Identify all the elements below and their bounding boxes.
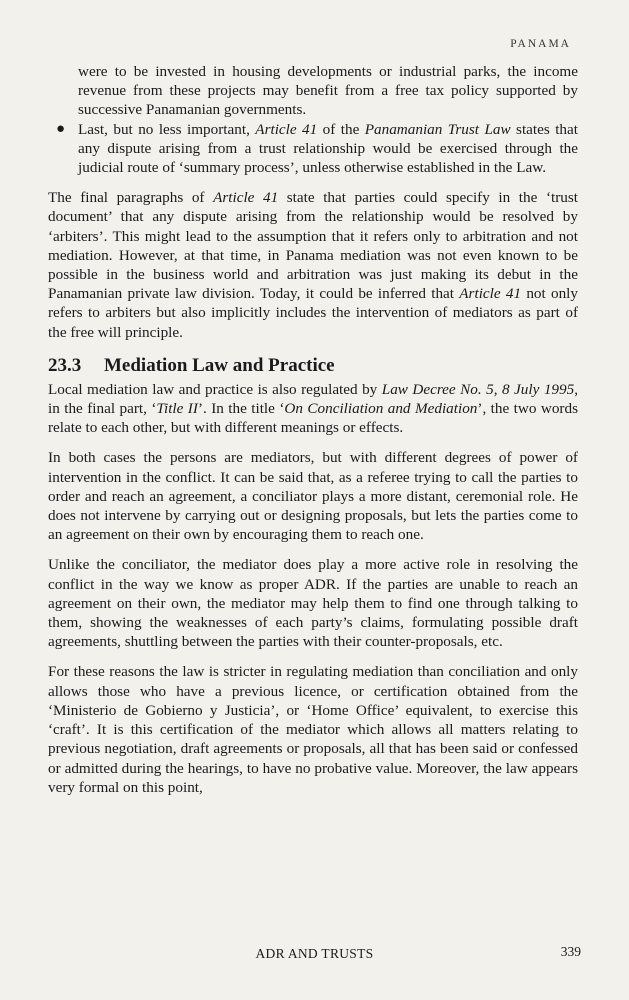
paragraph-article-41: The final paragraphs of Article 41 state that parties could specify in the ‘trust document’ that any dispute arising from the relationship would be resolved by ‘arbiters’. This might lead to the assumption that it refers only to arbitration and not mediation. However, at that time, in Panama mediation was not even known to be possible in the business world and arbitration was just making its debut in the Panamanian private law division. Today, it could be inferred that Article 41 not only refers to arbiters but also implicitly includes the intervention of mediators as part of the free will principle. — [48, 189, 579, 341]
bullet-item: ● Last, but no less important, Article 41 of the Panamanian Trust Law states that any dispute arising from a trust relationship would be exercised through the judicial route of ‘summary process’, unless otherwise established in the Law. — [56, 120, 578, 177]
section-heading — [48, 354, 578, 378]
paragraph-mediator: Unlike the conciliator, the mediator does play a more active role in resolving the conflict in the way we know as proper ADR. If the parties are unable to reach an agreement on their own, the mediator may help them to find one through talking to them, showing the weaknesses of each party’s claims, formulating possible draft agreements, shuttling between the parties with their counter-proposals, etc. — [48, 556, 578, 651]
page-body — [48, 62, 578, 797]
bullet-list — [56, 62, 578, 177]
paragraph-certification: For these reasons the law is stricter in regulating mediation than conciliation and only allows those who have a previous licence, or certification obtained from the ‘Ministerio de Gobierno y Justicia’, or ‘Home Office’ equivalent, to exercise this ‘craft’. It is this certification of the mediator which allows all matters relating to previous negotiation, draft agreements or proposals, all that has been said or confessed or admitted during the hearings, to have no probative value. Moreover, the law appears very formal on this point, — [48, 663, 578, 796]
section-title: Mediation Law and Practice — [104, 354, 335, 376]
running-head: PANAMA — [510, 38, 571, 50]
law-ref: Panamanian Trust Law — [364, 120, 511, 138]
page-number: 339 — [560, 944, 581, 959]
footer-book-title: ADR AND TRUSTS — [255, 946, 374, 961]
bullet-icon: ● — [56, 120, 66, 137]
paragraph-law-decree: Local mediation law and practice is also regulated by Law Decree No. 5, 8 July 1995, in the final part, ‘Title II’. In the title ‘On Conciliation and Mediation’, the two words relate to each other, but with different meanings or effects. — [48, 380, 578, 437]
section-number: 23.3 — [48, 354, 82, 376]
paragraph-conciliator: In both cases the persons are mediators, but with different degrees of power of intervention in the conflict. It can be said that, as a referee trying to call the parties to order and reach an agreement, a conciliator plays a more distant, ceremonial role. He does not intervene by carrying out or designing proposals, but lets the parties come to an agreement on their own by encouraging them to reach one. — [48, 449, 578, 544]
article-ref: Article 41 — [255, 120, 318, 138]
bullet-continuation: were to be invested in housing developments or industrial parks, the income revenue from these projects may benefit from a free tax policy supported by successive Panamanian governments. — [78, 63, 578, 119]
